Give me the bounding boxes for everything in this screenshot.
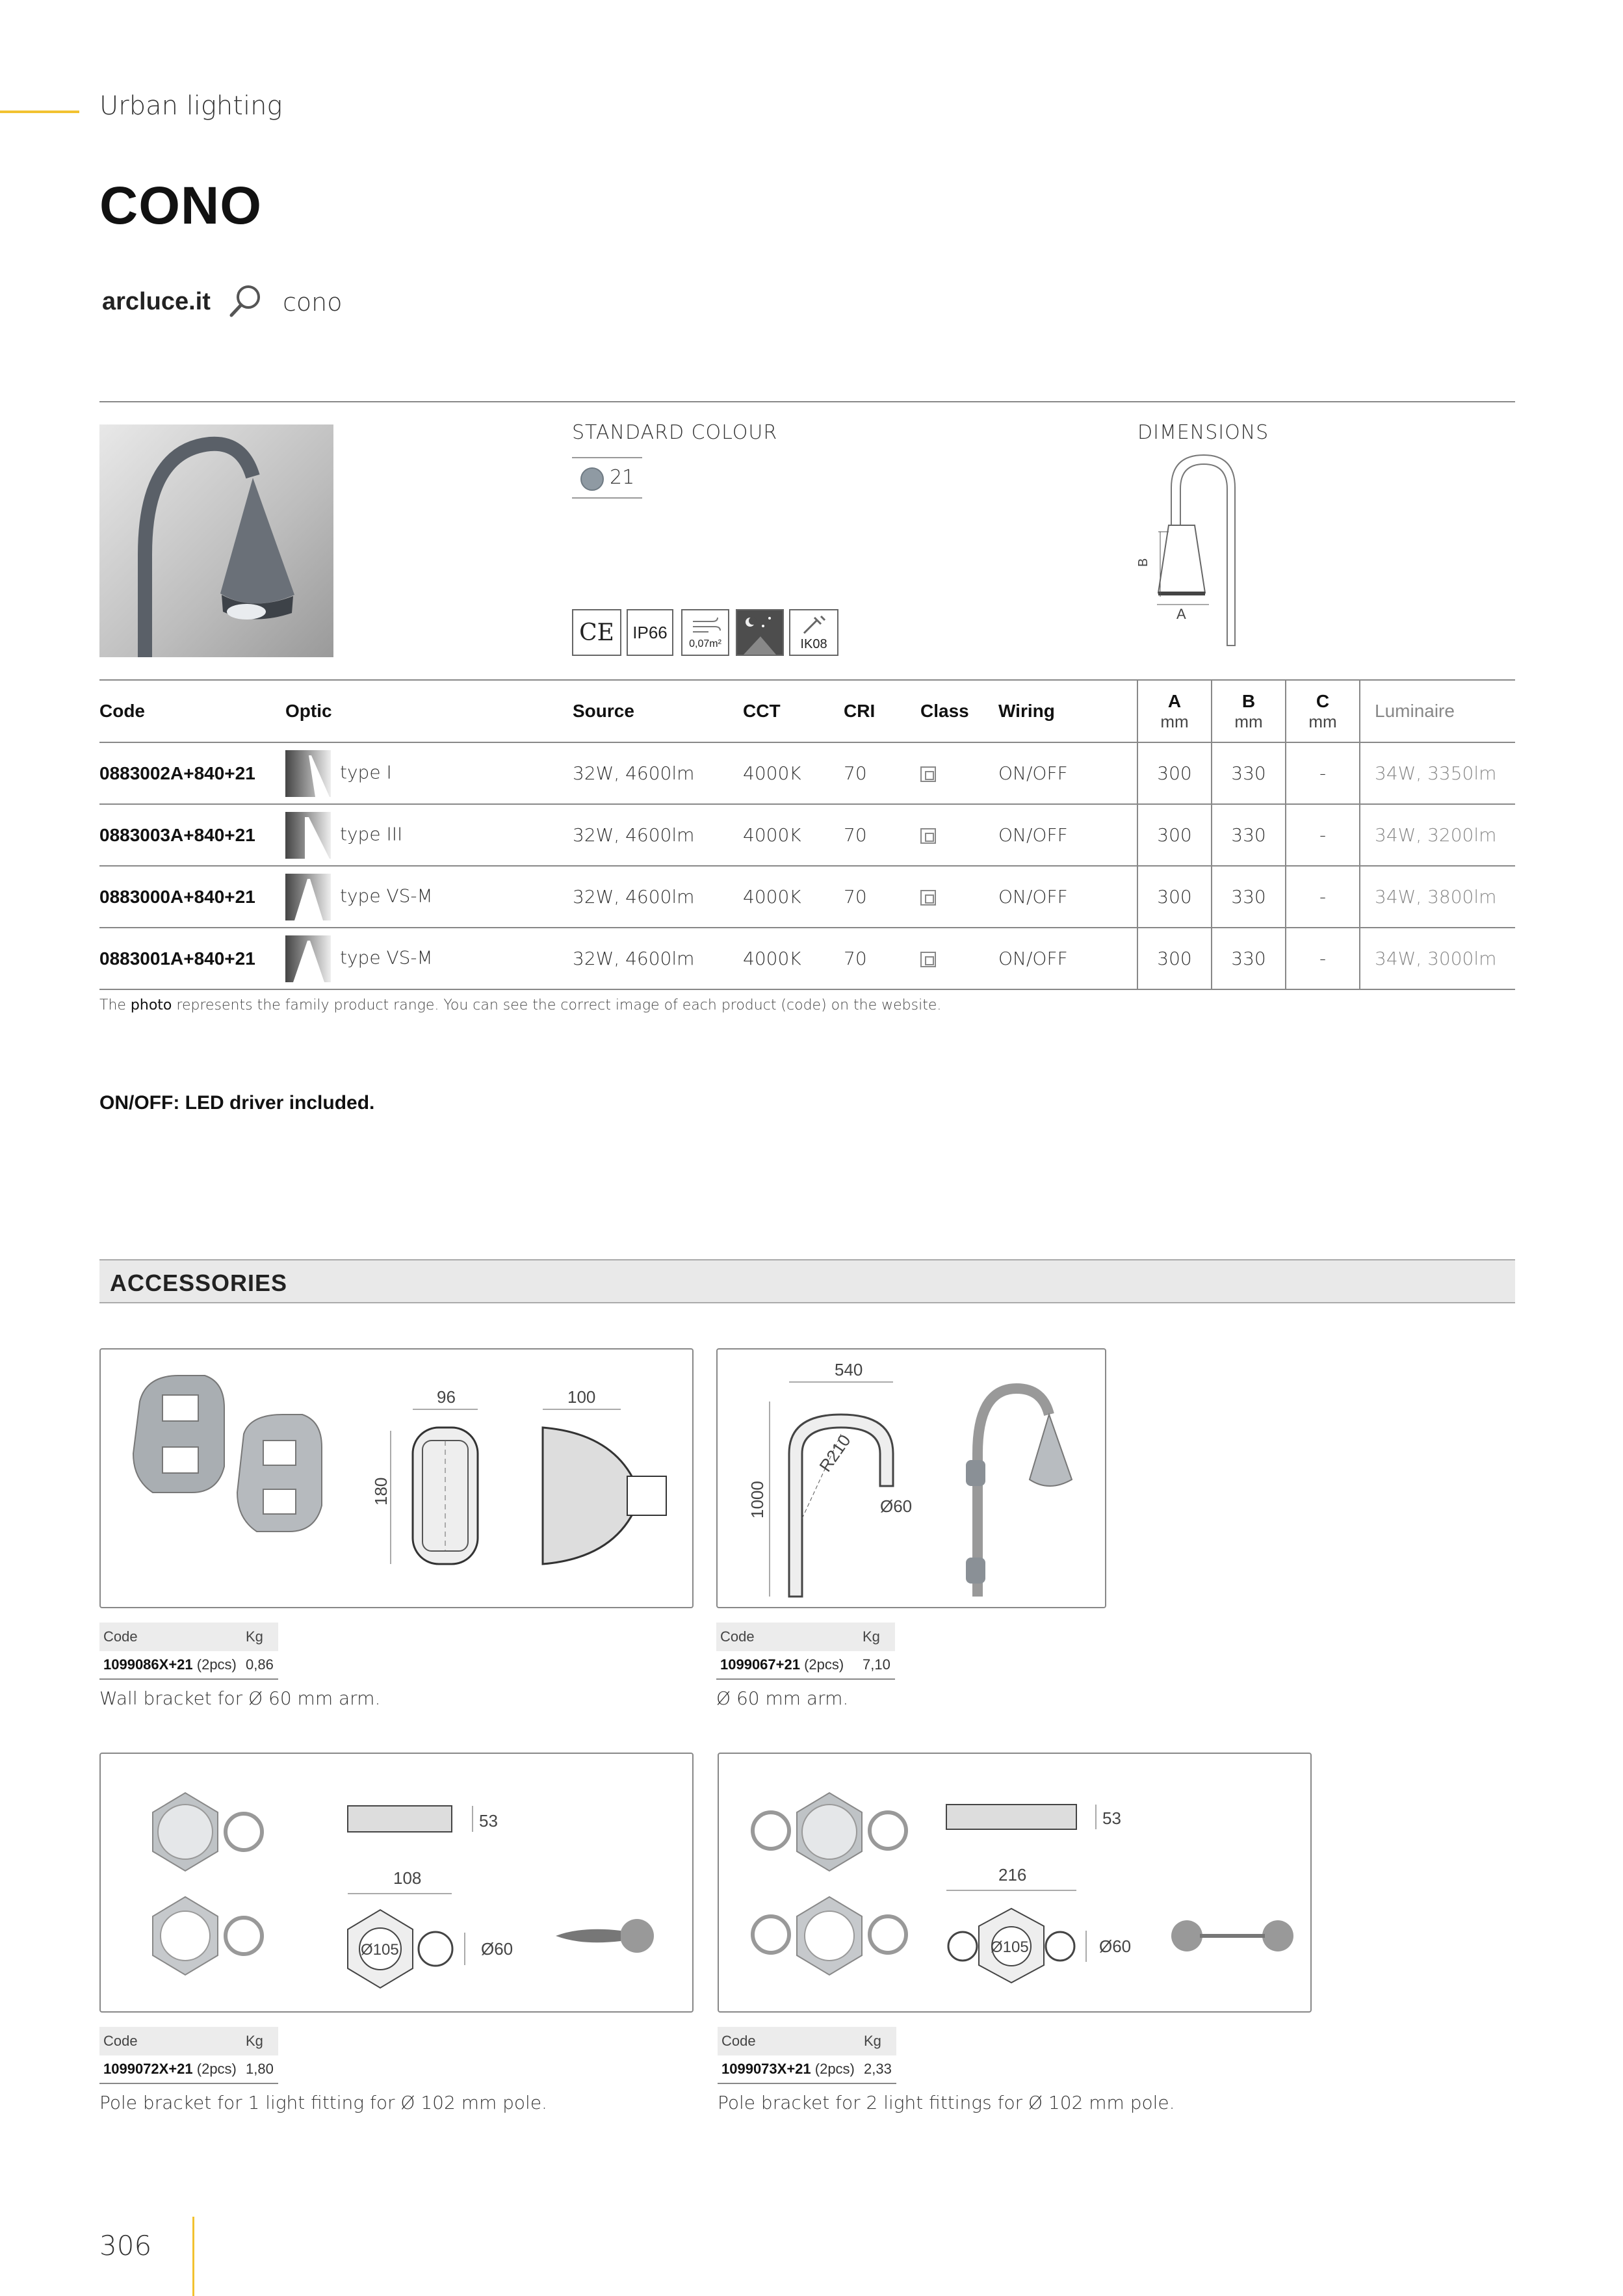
row-optic: type VS-M	[285, 866, 573, 928]
table-row	[99, 928, 1515, 989]
table-row	[99, 804, 1515, 866]
dim-diam60: Ø60	[1099, 1937, 1132, 1956]
dim-a-label: A	[1176, 606, 1186, 622]
accessory-table-pole-bracket-1: Code Kg 1099072X+21 (2pcs) 1,80	[99, 2027, 278, 2084]
row-code: 0883001A+840+21	[99, 928, 285, 989]
colour-dot	[580, 467, 604, 491]
colour-code: 21	[610, 466, 635, 489]
class-ii-icon	[920, 928, 998, 989]
dimensions-label: DIMENSIONS	[1137, 421, 1269, 444]
dim-diam105: Ø105	[991, 1938, 1029, 1956]
row-a: 300	[1137, 804, 1212, 866]
accessory-table-arm: Code Kg 1099067+21 (2pcs) 7,10	[716, 1623, 895, 1680]
dim-180: 180	[371, 1477, 391, 1506]
dimension-drawing	[1131, 449, 1319, 650]
col-class: Class	[920, 680, 998, 742]
row-wiring: ON/OFF	[998, 866, 1137, 928]
accessory-image-wall-bracket	[99, 1348, 694, 1608]
class-ii-icon	[920, 866, 998, 928]
dim-96: 96	[437, 1387, 456, 1407]
row-wiring: ON/OFF	[998, 742, 1137, 804]
dim-diam60: Ø60	[481, 1939, 513, 1959]
accessory-image-arm	[716, 1348, 1106, 1608]
col-wiring: Wiring	[998, 680, 1137, 742]
wind-area-icon: 0,07m²	[681, 609, 729, 656]
row-luminaire: 34W, 3200lm	[1360, 804, 1515, 866]
row-cri: 70	[844, 928, 920, 989]
row-cct: 4000K	[743, 804, 844, 866]
col-source: Source	[573, 680, 743, 742]
dim-53: 53	[479, 1811, 498, 1831]
row-source: 32W, 4600lm	[573, 866, 743, 928]
row-optic: type I	[285, 742, 573, 804]
row-c: -	[1286, 928, 1360, 989]
col-cct: CCT	[743, 680, 844, 742]
class-ii-icon	[920, 804, 998, 866]
row-cct: 4000K	[743, 928, 844, 989]
row-cct: 4000K	[743, 742, 844, 804]
row-luminaire: 34W, 3000lm	[1360, 928, 1515, 989]
onoff-note: ON/OFF: LED driver included.	[99, 1092, 375, 1114]
accessory-description: Pole bracket for 1 light fitting for Ø 102 mm pole.	[99, 2092, 547, 2113]
row-cri: 70	[844, 866, 920, 928]
class-ii-icon	[920, 742, 998, 804]
impact-rating-icon: IK08	[789, 609, 838, 656]
col-code: Code	[99, 680, 285, 742]
accessory-table-pole-bracket-2: Code Kg 1099073X+21 (2pcs) 2,33	[718, 2027, 896, 2084]
row-c: -	[1286, 742, 1360, 804]
row-b: 330	[1212, 742, 1286, 804]
row-cri: 70	[844, 742, 920, 804]
optic-type-vs-m-icon	[285, 935, 331, 982]
row-code: 0883000A+840+21	[99, 866, 285, 928]
ce-mark-icon: CE	[572, 609, 621, 656]
row-b: 330	[1212, 928, 1286, 989]
dim-r210: R210	[815, 1431, 855, 1476]
row-a: 300	[1137, 866, 1212, 928]
product-title: CONO	[99, 176, 262, 235]
divider	[99, 401, 1515, 402]
dim-diam60: Ø60	[880, 1496, 913, 1516]
accessory-description: Ø 60 mm arm.	[716, 1688, 849, 1709]
row-source: 32W, 4600lm	[573, 742, 743, 804]
row-optic: type VS-M	[285, 928, 573, 989]
accessory-table-wall-bracket: Code Kg 1099086X+21 (2pcs) 0,86	[99, 1623, 278, 1680]
row-code: 0883003A+840+21	[99, 804, 285, 866]
row-luminaire: 34W, 3800lm	[1360, 866, 1515, 928]
dim-100: 100	[567, 1387, 596, 1407]
ip-rating-badge: IP66	[627, 609, 673, 656]
optic-type-iii-icon	[285, 812, 331, 859]
row-wiring: ON/OFF	[998, 928, 1137, 989]
footer-accent-line	[192, 2217, 194, 2296]
standard-colour-label: STANDARD COLOUR	[572, 421, 778, 444]
accessories-header	[99, 1259, 1515, 1303]
header-accent-line	[0, 111, 79, 113]
row-c: -	[1286, 866, 1360, 928]
row-code: 0883002A+840+21	[99, 742, 285, 804]
col-c: C mm	[1286, 680, 1360, 742]
row-wiring: ON/OFF	[998, 804, 1137, 866]
accessory-description: Pole bracket for 2 light fittings for Ø 102 mm pole.	[718, 2092, 1175, 2113]
site-name[interactable]: arcluce.it	[102, 288, 211, 315]
row-cct: 4000K	[743, 866, 844, 928]
row-b: 330	[1212, 804, 1286, 866]
dim-216: 216	[998, 1865, 1027, 1885]
product-photo	[99, 424, 333, 657]
row-source: 32W, 4600lm	[573, 928, 743, 989]
dim-b-label: B	[1136, 558, 1150, 567]
dim-53: 53	[1102, 1808, 1121, 1828]
col-luminaire: Luminaire	[1360, 680, 1515, 742]
spec-table	[99, 679, 1515, 990]
col-cri: CRI	[844, 680, 920, 742]
optic-type-vs-m-icon	[285, 874, 331, 920]
col-a: A mm	[1137, 680, 1212, 742]
section-title: Urban lighting	[99, 91, 283, 121]
row-c: -	[1286, 804, 1360, 866]
col-b: B mm	[1212, 680, 1286, 742]
dark-sky-icon	[736, 609, 784, 656]
row-b: 330	[1212, 866, 1286, 928]
search-term[interactable]: cono	[283, 288, 343, 317]
dim-1000: 1000	[747, 1481, 767, 1519]
accessory-description: Wall bracket for Ø 60 mm arm.	[99, 1688, 381, 1709]
table-row	[99, 742, 1515, 804]
accessories-title: ACCESSORIES	[110, 1270, 288, 1296]
photo-footnote: The photo represents the family product range. You can see the correct image of each product (code) on the website.	[99, 997, 942, 1013]
accessory-image-pole-bracket-2	[718, 1753, 1312, 2013]
table-header-row	[99, 680, 1515, 742]
row-optic: type III	[285, 804, 573, 866]
table-row	[99, 866, 1515, 928]
dim-diam105: Ø105	[361, 1941, 399, 1959]
row-cri: 70	[844, 804, 920, 866]
row-source: 32W, 4600lm	[573, 804, 743, 866]
dim-540: 540	[835, 1360, 863, 1379]
row-a: 300	[1137, 928, 1212, 989]
search-icon[interactable]	[227, 283, 264, 319]
page-number: 306	[99, 2230, 152, 2262]
dim-108: 108	[393, 1868, 422, 1888]
col-optic: Optic	[285, 680, 573, 742]
row-luminaire: 34W, 3350lm	[1360, 742, 1515, 804]
optic-type-i-icon	[285, 750, 331, 797]
row-a: 300	[1137, 742, 1212, 804]
colour-swatch	[572, 457, 642, 499]
accessory-image-pole-bracket-1	[99, 1753, 694, 2013]
